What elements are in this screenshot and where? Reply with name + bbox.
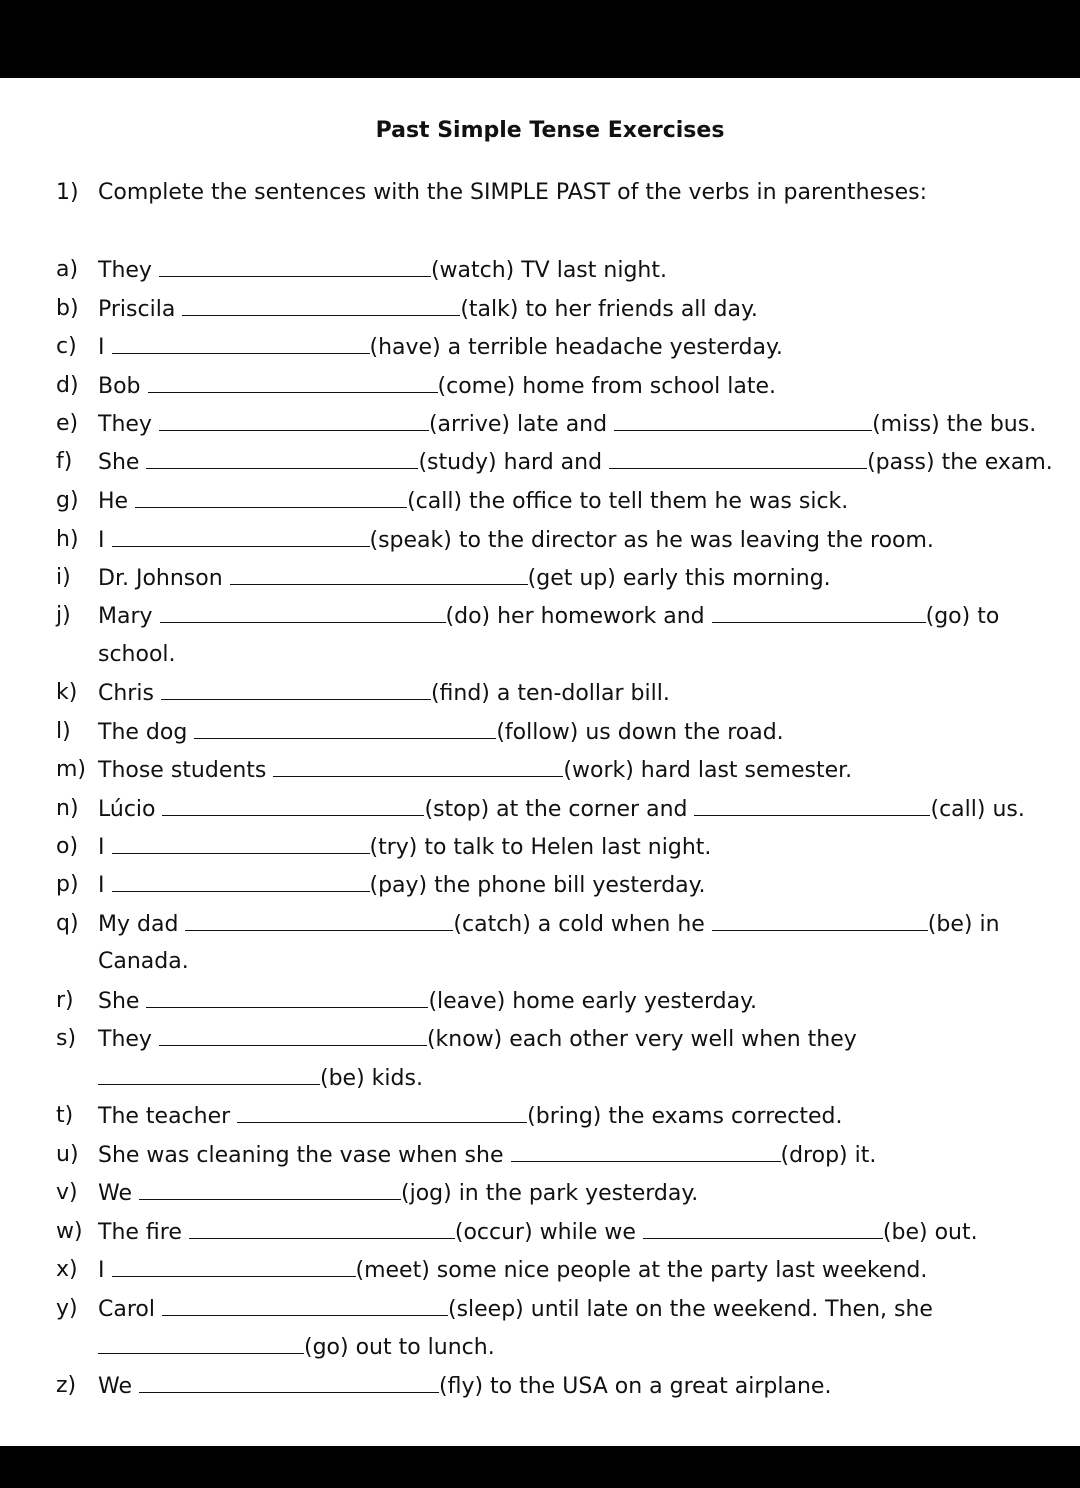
exercise-subject: He xyxy=(98,489,129,514)
exercise-hint: (study) hard and xyxy=(418,450,603,475)
exercise-subject: She xyxy=(98,989,140,1014)
exercise-subject: Priscila xyxy=(98,297,176,322)
answer-blank[interactable] xyxy=(98,1333,304,1354)
exercise-subject: She xyxy=(98,450,140,475)
answer-blank[interactable] xyxy=(230,564,528,585)
answer-blank[interactable] xyxy=(609,448,867,469)
instruction xyxy=(56,180,927,205)
exercise-label: m) xyxy=(56,757,87,782)
exercise-label: b) xyxy=(56,296,79,321)
answer-blank[interactable] xyxy=(614,410,872,431)
exercise-subject: They xyxy=(98,1027,152,1052)
exercise-subject: Those students xyxy=(98,758,267,783)
answer-blank[interactable] xyxy=(694,795,930,816)
exercise-label: r) xyxy=(56,988,74,1013)
answer-blank[interactable] xyxy=(146,448,418,469)
exercise-subject: I xyxy=(98,873,105,898)
exercise-label: u) xyxy=(56,1142,79,1167)
exercise-hint-2: (be) out. xyxy=(882,1220,978,1245)
exercise-subject: The teacher xyxy=(98,1104,231,1129)
bottom-black-bar xyxy=(0,1446,1080,1488)
exercise-label: w) xyxy=(56,1219,83,1244)
answer-blank[interactable] xyxy=(194,718,496,739)
exercise-continuation: (go) out to lunch. xyxy=(304,1335,495,1360)
exercise-subject: Lúcio xyxy=(98,797,156,822)
answer-blank[interactable] xyxy=(237,1102,527,1123)
exercise-hint: (know) each other very well when they xyxy=(426,1027,857,1052)
exercise-hint: (get up) early this morning. xyxy=(527,566,831,591)
exercise-label: p) xyxy=(56,872,79,897)
answer-blank[interactable] xyxy=(159,1025,427,1046)
exercise-subject: My dad xyxy=(98,912,179,937)
exercise-hint: (leave) home early yesterday. xyxy=(428,989,758,1014)
exercise-subject: We xyxy=(98,1374,132,1399)
exercise-continuation: school. xyxy=(98,642,176,667)
exercise-hint-2: (go) to xyxy=(925,604,1000,629)
exercise-hint: (find) a ten-dollar bill. xyxy=(430,681,670,706)
exercise-label: v) xyxy=(56,1180,78,1205)
answer-blank[interactable] xyxy=(112,833,370,854)
exercise-label: j) xyxy=(56,603,71,628)
answer-blank[interactable] xyxy=(159,256,431,277)
instruction-number: 1) xyxy=(56,180,79,205)
exercise-label: n) xyxy=(56,796,79,821)
exercise-subject: The fire xyxy=(98,1220,182,1245)
exercise-subject: I xyxy=(98,528,105,553)
answer-blank[interactable] xyxy=(189,1218,455,1239)
instruction-text: Complete the sentences with the SIMPLE PAST of the verbs in parentheses: xyxy=(98,180,927,205)
exercise-label: o) xyxy=(56,834,79,859)
exercise-subject: Carol xyxy=(98,1297,155,1322)
answer-blank[interactable] xyxy=(182,295,460,316)
exercise-hint: (talk) to her friends all day. xyxy=(460,297,758,322)
exercise-hint: (do) her homework and xyxy=(445,604,705,629)
exercise-subject: Dr. Johnson xyxy=(98,566,223,591)
answer-blank[interactable] xyxy=(112,1256,356,1277)
exercise-label: l) xyxy=(56,719,71,744)
exercise-label: z) xyxy=(56,1373,77,1398)
answer-blank[interactable] xyxy=(159,410,429,431)
exercise-label: y) xyxy=(56,1296,78,1321)
exercise-hint: (drop) it. xyxy=(780,1143,877,1168)
answer-blank[interactable] xyxy=(112,333,370,354)
exercise-label: d) xyxy=(56,373,79,398)
exercise-continuation: Canada. xyxy=(98,949,189,974)
answer-blank[interactable] xyxy=(185,910,453,931)
answer-blank[interactable] xyxy=(162,795,424,816)
answer-blank[interactable] xyxy=(160,602,446,623)
exercise-subject: I xyxy=(98,335,105,360)
exercise-hint: (meet) some nice people at the party last weekend. xyxy=(355,1258,928,1283)
exercise-continuation: (be) kids. xyxy=(320,1066,423,1091)
exercise-label: h) xyxy=(56,527,79,552)
exercise-hint: (bring) the exams corrected. xyxy=(527,1104,843,1129)
exercise-subject: She was cleaning the vase when she xyxy=(98,1143,504,1168)
exercise-hint: (stop) at the corner and xyxy=(424,797,688,822)
answer-blank[interactable] xyxy=(112,526,370,547)
answer-blank[interactable] xyxy=(148,372,438,393)
exercise-hint: (arrive) late and xyxy=(428,412,608,437)
exercise-label: k) xyxy=(56,680,78,705)
exercise-subject: The dog xyxy=(98,720,188,745)
answer-blank[interactable] xyxy=(511,1141,781,1162)
exercise-label: a) xyxy=(56,257,79,282)
exercise-label: t) xyxy=(56,1103,74,1128)
worksheet-page xyxy=(0,78,1080,1446)
exercise-label: i) xyxy=(56,565,71,590)
exercise-hint-2: (pass) the exam. xyxy=(867,450,1053,475)
exercise-hint: (pay) the phone bill yesterday. xyxy=(369,873,706,898)
exercise-hint: (sleep) until late on the weekend. Then, she xyxy=(447,1297,933,1322)
page-title: Past Simple Tense Exercises xyxy=(375,118,725,143)
exercise-hint: (try) to talk to Helen last night. xyxy=(369,835,712,860)
exercise-label: f) xyxy=(56,449,73,474)
exercise-hint: (call) the office to tell them he was sick. xyxy=(407,489,849,514)
exercise-label: s) xyxy=(56,1026,77,1051)
exercise-hint: (catch) a cold when he xyxy=(453,912,705,937)
answer-blank[interactable] xyxy=(98,1064,320,1085)
answer-blank[interactable] xyxy=(135,487,407,508)
answer-blank[interactable] xyxy=(712,602,926,623)
exercise-hint-2: (call) us. xyxy=(930,797,1025,822)
exercise-label: q) xyxy=(56,911,79,936)
exercise-hint: (speak) to the director as he was leaving the room. xyxy=(369,528,934,553)
exercise-hint: (jog) in the park yesterday. xyxy=(401,1181,699,1206)
exercise-label: x) xyxy=(56,1257,78,1282)
exercise-subject: Bob xyxy=(98,374,141,399)
answer-blank[interactable] xyxy=(139,1179,401,1200)
exercise-label: c) xyxy=(56,334,77,359)
exercise-hint: (watch) TV last night. xyxy=(430,258,667,283)
exercise-subject: Chris xyxy=(98,681,154,706)
exercise-hint: (work) hard last semester. xyxy=(563,758,853,783)
exercise-subject: They xyxy=(98,412,152,437)
exercise-hint: (occur) while we xyxy=(454,1220,636,1245)
answer-blank[interactable] xyxy=(161,679,431,700)
exercise-subject: I xyxy=(98,835,105,860)
exercise-hint: (have) a terrible headache yesterday. xyxy=(369,335,783,360)
answer-blank[interactable] xyxy=(712,910,928,931)
exercise-hint: (follow) us down the road. xyxy=(496,720,784,745)
exercise-hint: (fly) to the USA on a great airplane. xyxy=(439,1374,832,1399)
exercise-hint-2: (miss) the bus. xyxy=(872,412,1037,437)
exercise-hint: (come) home from school late. xyxy=(437,374,777,399)
exercise-hint-2: (be) in xyxy=(927,912,1000,937)
exercise-subject: Mary xyxy=(98,604,153,629)
exercise-label: e) xyxy=(56,411,79,436)
exercise-subject: I xyxy=(98,1258,105,1283)
answer-blank[interactable] xyxy=(146,987,428,1008)
answer-blank[interactable] xyxy=(162,1295,448,1316)
answer-blank[interactable] xyxy=(273,756,563,777)
top-black-bar xyxy=(0,0,1080,78)
answer-blank[interactable] xyxy=(643,1218,883,1239)
exercise-label: g) xyxy=(56,488,79,513)
exercise-subject: They xyxy=(98,258,152,283)
exercise-subject: We xyxy=(98,1181,132,1206)
answer-blank[interactable] xyxy=(112,871,370,892)
answer-blank[interactable] xyxy=(139,1372,439,1393)
